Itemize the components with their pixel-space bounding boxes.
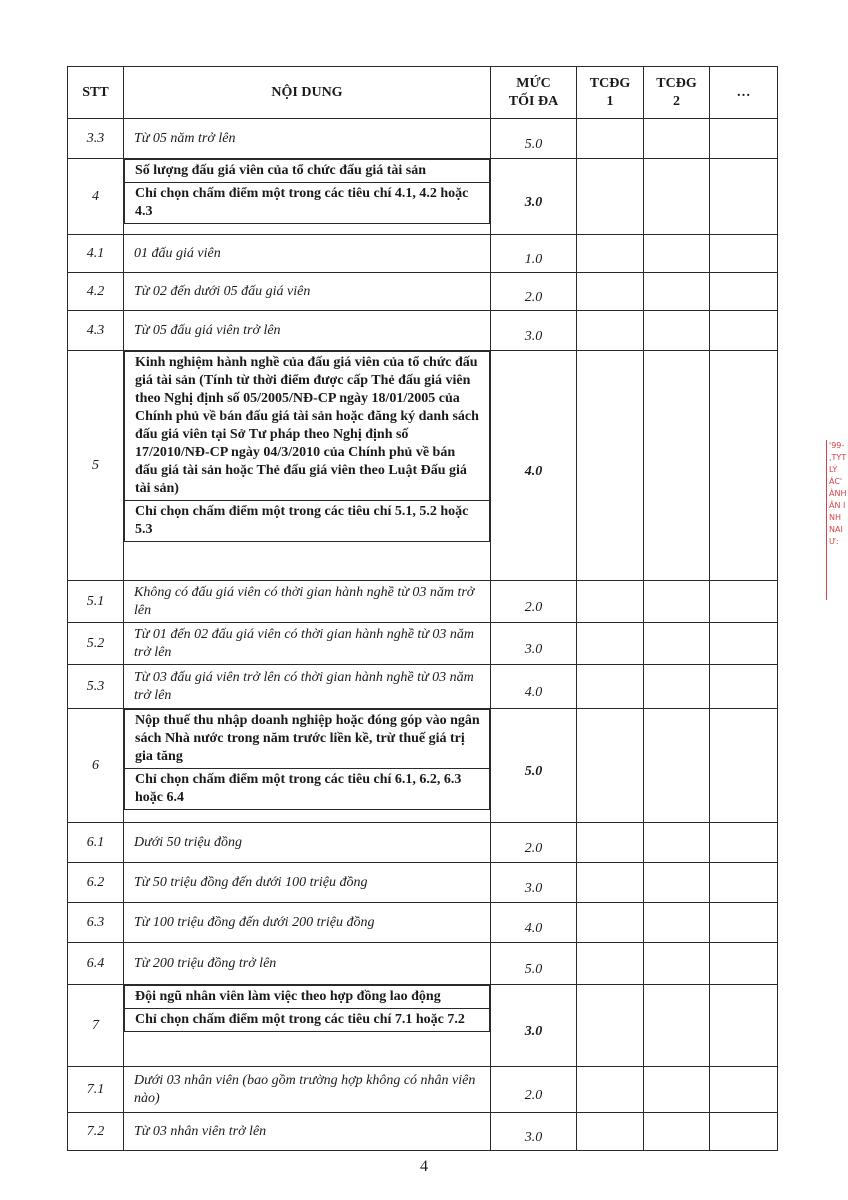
table-header-row xyxy=(68,67,778,119)
tcdg1-cell[interactable] xyxy=(577,1113,644,1151)
max-score-value: 3.0 xyxy=(524,194,543,210)
row-max-score xyxy=(491,903,577,943)
row-stt: 5 xyxy=(68,351,124,581)
tcdg2-cell[interactable] xyxy=(644,311,710,351)
criterion-instruction: Chỉ chọn chấm điểm một trong các tiêu chí 4.1, 4.2 hoặc 4.3 xyxy=(125,182,489,223)
tcdg1-cell[interactable] xyxy=(577,235,644,273)
header-max-line2: TỐI ĐA xyxy=(508,93,559,109)
tcdg1-cell[interactable] xyxy=(577,943,644,985)
row-content-group xyxy=(124,985,490,1032)
row-stt: 4 xyxy=(68,159,124,235)
row-stt: 5.2 xyxy=(68,623,124,665)
extra-cell[interactable] xyxy=(710,351,778,581)
tcdg1-cell[interactable] xyxy=(577,119,644,159)
table-row xyxy=(68,623,778,665)
row-max-score xyxy=(491,273,577,311)
row-max-score xyxy=(491,581,577,623)
table-row xyxy=(68,1067,778,1113)
tcdg2-cell[interactable] xyxy=(644,665,710,709)
row-content: Dưới 50 triệu đồng xyxy=(124,823,491,863)
max-score-value: 4.0 xyxy=(524,684,543,700)
extra-cell[interactable] xyxy=(710,665,778,709)
row-content: 01 đấu giá viên xyxy=(124,235,491,273)
row-max-score xyxy=(491,235,577,273)
row-max-score xyxy=(491,351,577,581)
row-content: Từ 05 năm trở lên xyxy=(124,119,491,159)
max-score-value: 2.0 xyxy=(524,599,543,615)
row-content-group xyxy=(124,709,490,810)
max-score-value: 2.0 xyxy=(524,840,543,856)
header-tcdg2-line1: TCĐG xyxy=(656,75,697,91)
max-score-value: 2.0 xyxy=(524,289,543,305)
margin-stamp: '99- ,TYT LÝ ÁC' ÀNH ÂN I NH NAI Ư: xyxy=(826,440,848,600)
extra-cell[interactable] xyxy=(710,159,778,235)
max-score-value: 3.0 xyxy=(524,1129,543,1145)
criterion-instruction: Chỉ chọn chấm điểm một trong các tiêu chí 6.1, 6.2, 6.3 hoặc 6.4 xyxy=(125,768,489,809)
table-row xyxy=(68,985,778,1067)
header-tcdg1-line2: 1 xyxy=(606,93,614,109)
row-stt: 7 xyxy=(68,985,124,1067)
tcdg2-cell[interactable] xyxy=(644,943,710,985)
row-content: Dưới 03 nhân viên (bao gồm trường hợp không có nhân viên nào) xyxy=(124,1067,491,1113)
header-tcdg2-line2: 2 xyxy=(673,93,680,109)
row-max-score xyxy=(491,943,577,985)
extra-cell[interactable] xyxy=(710,823,778,863)
criterion-instruction: Chỉ chọn chấm điểm một trong các tiêu chí 7.1 hoặc 7.2 xyxy=(125,1008,489,1031)
table-row xyxy=(68,119,778,159)
tcdg2-cell[interactable] xyxy=(644,823,710,863)
row-max-score xyxy=(491,863,577,903)
header-more-columns: … xyxy=(710,67,778,119)
extra-cell[interactable] xyxy=(710,1067,778,1113)
row-content: Không có đấu giá viên có thời gian hành nghề từ 03 năm trở lên xyxy=(124,581,491,623)
extra-cell[interactable] xyxy=(710,903,778,943)
page-number: 4 xyxy=(420,1158,428,1175)
tcdg1-cell[interactable] xyxy=(577,311,644,351)
table-row xyxy=(68,823,778,863)
extra-cell[interactable] xyxy=(710,863,778,903)
max-score-value: 3.0 xyxy=(524,1023,543,1039)
row-content: Từ 02 đến dưới 05 đấu giá viên xyxy=(124,273,491,311)
row-stt: 6.2 xyxy=(68,863,124,903)
row-max-score xyxy=(491,623,577,665)
extra-cell[interactable] xyxy=(710,235,778,273)
max-score-value: 5.0 xyxy=(524,961,543,977)
tcdg1-cell[interactable] xyxy=(577,903,644,943)
criterion-heading: Đội ngũ nhân viên làm việc theo hợp đồng lao động xyxy=(135,989,441,1004)
table-row xyxy=(68,159,778,235)
table-row xyxy=(68,351,778,581)
header-stt: STT xyxy=(68,67,124,119)
row-stt: 6.3 xyxy=(68,903,124,943)
extra-cell[interactable] xyxy=(710,311,778,351)
row-content-group xyxy=(124,159,490,224)
max-score-value: 4.0 xyxy=(524,463,543,479)
table-row xyxy=(68,311,778,351)
table-row xyxy=(68,903,778,943)
row-max-score xyxy=(491,665,577,709)
tcdg2-cell[interactable] xyxy=(644,623,710,665)
table-row xyxy=(68,665,778,709)
tcdg2-cell[interactable] xyxy=(644,863,710,903)
row-max-score xyxy=(491,1067,577,1113)
max-score-value: 3.0 xyxy=(524,328,543,344)
tcdg2-cell[interactable] xyxy=(644,985,710,1067)
header-max-score xyxy=(491,67,577,119)
max-score-value: 5.0 xyxy=(524,763,543,779)
tcdg1-cell[interactable] xyxy=(577,351,644,581)
row-max-score xyxy=(491,823,577,863)
tcdg2-cell[interactable] xyxy=(644,903,710,943)
max-score-value: 5.0 xyxy=(524,136,543,152)
tcdg2-cell[interactable] xyxy=(644,709,710,823)
header-max-line1: MỨC xyxy=(516,75,551,91)
row-max-score xyxy=(491,709,577,823)
tcdg2-cell[interactable] xyxy=(644,273,710,311)
row-content: Từ 03 đấu giá viên trở lên có thời gian hành nghề từ 03 năm trở lên xyxy=(124,665,491,709)
criterion-heading: Số lượng đấu giá viên của tổ chức đấu giá tài sản xyxy=(135,163,426,178)
table-row xyxy=(68,273,778,311)
max-score-value: 2.0 xyxy=(524,1087,543,1103)
criterion-heading: Kinh nghiệm hành nghề của đấu giá viên của tổ chức đấu giá tài sản (Tính từ thời điểm được cấp Thẻ đấu giá viên theo Nghị định số 05/2005/NĐ-CP ngày 18/01/2005 của Chính phủ về bán đấu giá tài sản hoặc đăng ký danh sách đấu giá viên tại Sở Tư pháp theo Nghị định số 17/2010/NĐ-CP ngày 04/3/2010 của Chính phủ về bán đấu giá tài sản hoặc Thẻ đấu giá viên theo Luật Đấu giá tài sản) xyxy=(135,355,479,496)
header-tcdg1 xyxy=(577,67,644,119)
tcdg1-cell[interactable] xyxy=(577,1067,644,1113)
tcdg1-cell[interactable] xyxy=(577,273,644,311)
row-content-group xyxy=(124,351,490,542)
extra-cell[interactable] xyxy=(710,985,778,1067)
row-stt: 6 xyxy=(68,709,124,823)
table-row xyxy=(68,863,778,903)
max-score-value: 1.0 xyxy=(524,251,543,267)
header-tcdg1-line1: TCĐG xyxy=(589,75,631,91)
extra-cell[interactable] xyxy=(710,1113,778,1151)
row-stt: 5.3 xyxy=(68,665,124,709)
criterion-instruction: Chỉ chọn chấm điểm một trong các tiêu chí 5.1, 5.2 hoặc 5.3 xyxy=(125,500,489,541)
row-stt: 4.1 xyxy=(68,235,124,273)
row-max-score xyxy=(491,985,577,1067)
tcdg2-cell[interactable] xyxy=(644,581,710,623)
row-content: Từ 200 triệu đồng trở lên xyxy=(124,943,491,985)
tcdg2-cell[interactable] xyxy=(644,1067,710,1113)
evaluation-criteria-table xyxy=(67,66,778,1151)
max-score-value: 4.0 xyxy=(524,920,543,936)
tcdg1-cell[interactable] xyxy=(577,581,644,623)
row-content: Từ 03 nhân viên trở lên xyxy=(124,1113,491,1151)
row-stt: 6.4 xyxy=(68,943,124,985)
max-score-value: 3.0 xyxy=(524,641,543,657)
extra-cell[interactable] xyxy=(710,273,778,311)
tcdg2-cell[interactable] xyxy=(644,119,710,159)
extra-cell[interactable] xyxy=(710,119,778,159)
row-max-score xyxy=(491,119,577,159)
row-max-score xyxy=(491,159,577,235)
row-content: Từ 100 triệu đồng đến dưới 200 triệu đồng xyxy=(124,903,491,943)
row-stt: 7.1 xyxy=(68,1067,124,1113)
criterion-heading: Nộp thuế thu nhập doanh nghiệp hoặc đóng góp vào ngân sách Nhà nước trong năm trước liền kề, trừ thuế giá trị gia tăng xyxy=(135,713,480,764)
max-score-value: 3.0 xyxy=(524,880,543,896)
tcdg1-cell[interactable] xyxy=(577,665,644,709)
row-stt: 6.1 xyxy=(68,823,124,863)
header-content: NỘI DUNG xyxy=(124,67,491,119)
row-stt: 4.3 xyxy=(68,311,124,351)
extra-cell[interactable] xyxy=(710,623,778,665)
extra-cell[interactable] xyxy=(710,943,778,985)
table-row xyxy=(68,581,778,623)
row-max-score xyxy=(491,1113,577,1151)
tcdg1-cell[interactable] xyxy=(577,863,644,903)
table-row xyxy=(68,1113,778,1151)
tcdg1-cell[interactable] xyxy=(577,823,644,863)
tcdg1-cell[interactable] xyxy=(577,623,644,665)
tcdg2-cell[interactable] xyxy=(644,159,710,235)
row-content: Từ 01 đến 02 đấu giá viên có thời gian hành nghề từ 03 năm trở lên xyxy=(124,623,491,665)
extra-cell[interactable] xyxy=(710,709,778,823)
tcdg1-cell[interactable] xyxy=(577,985,644,1067)
row-max-score xyxy=(491,311,577,351)
header-tcdg2 xyxy=(644,67,710,119)
tcdg1-cell[interactable] xyxy=(577,159,644,235)
row-content: Từ 50 triệu đồng đến dưới 100 triệu đồng xyxy=(124,863,491,903)
row-stt: 4.2 xyxy=(68,273,124,311)
tcdg2-cell[interactable] xyxy=(644,351,710,581)
row-stt: 7.2 xyxy=(68,1113,124,1151)
table-row xyxy=(68,709,778,823)
extra-cell[interactable] xyxy=(710,581,778,623)
row-stt: 3.3 xyxy=(68,119,124,159)
tcdg1-cell[interactable] xyxy=(577,709,644,823)
table-row xyxy=(68,235,778,273)
row-stt: 5.1 xyxy=(68,581,124,623)
table-row xyxy=(68,943,778,985)
tcdg2-cell[interactable] xyxy=(644,235,710,273)
tcdg2-cell[interactable] xyxy=(644,1113,710,1151)
row-content: Từ 05 đấu giá viên trở lên xyxy=(124,311,491,351)
